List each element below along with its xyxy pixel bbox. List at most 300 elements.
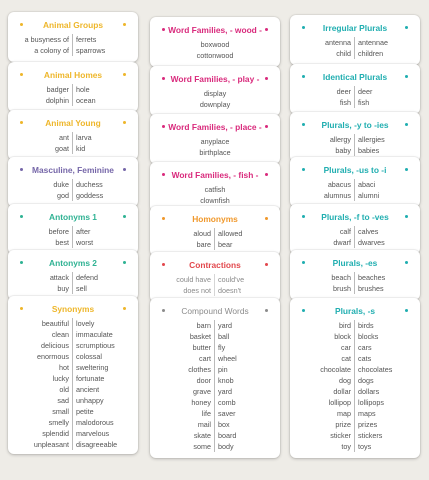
word-row: [150, 408, 280, 419]
word-left: skate: [150, 430, 215, 441]
word-left: could have: [150, 274, 215, 285]
card-animal-young: [8, 110, 138, 160]
word-row: [150, 430, 280, 441]
word-row: [290, 397, 420, 408]
word-left: car: [290, 342, 355, 353]
word-left: life: [150, 408, 215, 419]
word-row: [8, 384, 138, 395]
bullet-dot-icon: [123, 121, 126, 124]
word-row: [290, 441, 420, 452]
word-left: dolphin: [8, 95, 73, 106]
word-right: bear: [218, 240, 233, 249]
word: cottonwood: [196, 51, 234, 60]
card-title: [290, 112, 420, 132]
card-title-text: Word Families, - wood -: [168, 25, 262, 35]
bullet-dot-icon: [405, 123, 408, 126]
card-compound-words: [150, 298, 280, 458]
word-row: [8, 362, 138, 373]
word-row: [150, 239, 280, 250]
word-row: [290, 179, 420, 190]
word-left: unpleasant: [8, 439, 73, 450]
word-row: [150, 441, 280, 452]
card-word-list: [150, 37, 280, 61]
word-right: ancient: [76, 385, 100, 394]
bullet-dot-icon: [20, 73, 23, 76]
bullet-dot-icon: [123, 23, 126, 26]
bullet-dot-icon: [162, 28, 165, 31]
word-row: [290, 272, 420, 283]
card-title: [8, 250, 138, 270]
word-row: [8, 179, 138, 190]
word-row: [150, 375, 280, 386]
word-row: [150, 136, 280, 147]
word-right: yard: [218, 321, 232, 330]
word-left: splendid: [8, 428, 73, 439]
card-word-list: [8, 270, 138, 294]
word-right: lovely: [76, 319, 95, 328]
card-title-text: Plurals, -us to -i: [323, 165, 387, 175]
bullet-dot-icon: [265, 173, 268, 176]
word-right: sell: [76, 284, 87, 293]
word-left: brush: [290, 283, 355, 294]
word-right: babies: [358, 146, 380, 155]
card-identical-plurals: [290, 64, 420, 114]
word-left: abacus: [290, 179, 355, 190]
bullet-dot-icon: [20, 23, 23, 26]
word-left: mail: [150, 419, 215, 430]
card-title-text: Plurals, -f to -ves: [321, 212, 389, 222]
word-left: clean: [8, 329, 73, 340]
bullet-dot-icon: [302, 26, 305, 29]
card-word-list: [290, 132, 420, 156]
bullet-dot-icon: [123, 307, 126, 310]
word-row: [8, 237, 138, 248]
card-title: [150, 206, 280, 226]
word-right: allowed: [218, 229, 243, 238]
card-word-list: [8, 177, 138, 201]
word-row: [290, 48, 420, 59]
word-right: stickers: [358, 431, 383, 440]
bullet-dot-icon: [265, 263, 268, 266]
bullet-dot-icon: [265, 309, 268, 312]
bullet-dot-icon: [405, 168, 408, 171]
word-left: dollar: [290, 386, 355, 397]
word-right: wheel: [218, 354, 237, 363]
card-title: [290, 204, 420, 224]
card-word-list: [290, 224, 420, 248]
word-left: basket: [150, 331, 215, 342]
card-word-families-place: [150, 114, 280, 164]
word-right: cars: [358, 343, 372, 352]
bullet-dot-icon: [20, 261, 23, 264]
word-right: malodorous: [76, 418, 114, 427]
word-row: [150, 397, 280, 408]
word-left: antenna: [290, 37, 355, 48]
word-right: sparrows: [76, 46, 106, 55]
word-right: children: [358, 49, 384, 58]
bullet-dot-icon: [265, 125, 268, 128]
word-row: [150, 147, 280, 158]
word-right: sweltering: [76, 363, 109, 372]
bullet-dot-icon: [20, 215, 23, 218]
card-word-list: [8, 224, 138, 248]
word-right: prizes: [358, 420, 378, 429]
card-title-text: Homonyms: [192, 214, 238, 224]
word-right: chocolates: [358, 365, 393, 374]
card-word-list: [8, 130, 138, 154]
card-irregular-plurals: [290, 15, 420, 65]
card-title: [8, 62, 138, 82]
word-right: worst: [76, 238, 94, 247]
word-row: [290, 86, 420, 97]
card-title: [150, 162, 280, 182]
word-right: goddess: [76, 191, 104, 200]
word-left: honey: [150, 397, 215, 408]
word-left: best: [8, 237, 73, 248]
word-right: larva: [76, 133, 92, 142]
word-row: [8, 143, 138, 154]
word-row: [290, 364, 420, 375]
word-left: a busyness of: [8, 34, 73, 45]
word-right: allergies: [358, 135, 385, 144]
card-title-text: Plurals, -es: [332, 258, 378, 268]
word-left: dog: [290, 375, 355, 386]
card-word-families-play: [150, 66, 280, 116]
card-contractions: [150, 252, 280, 302]
card-title-text: Compound Words: [181, 306, 249, 316]
word-row: [150, 285, 280, 296]
bullet-dot-icon: [405, 309, 408, 312]
card-title-text: Animal Young: [45, 118, 101, 128]
word-row: [290, 342, 420, 353]
word-right: marvelous: [76, 429, 110, 438]
word-right: dogs: [358, 376, 374, 385]
word-row: [8, 406, 138, 417]
word-left: cart: [150, 353, 215, 364]
card-title: [150, 298, 280, 318]
word-row: [8, 95, 138, 106]
word: catfish: [204, 185, 226, 194]
word-left: does not: [150, 285, 215, 296]
card-title-text: Synonyms: [51, 304, 95, 314]
word-row: [290, 353, 420, 364]
card-title: [290, 250, 420, 270]
word-row: [290, 190, 420, 201]
card-plurals-es: [290, 250, 420, 300]
card-title: [290, 64, 420, 84]
word-left: block: [290, 331, 355, 342]
word-right: defend: [76, 273, 98, 282]
card-word-list: [150, 134, 280, 158]
card-title: [8, 296, 138, 316]
word-row: [8, 34, 138, 45]
word-left: sad: [8, 395, 73, 406]
word-left: cat: [290, 353, 355, 364]
card-word-list: [8, 316, 138, 450]
word-row: [8, 340, 138, 351]
word-left: goat: [8, 143, 73, 154]
word-right: yard: [218, 387, 232, 396]
word-row: [150, 364, 280, 375]
word: birthplace: [199, 148, 231, 157]
word-left: god: [8, 190, 73, 201]
word-row: [150, 39, 280, 50]
card-plurals-us-i: [290, 157, 420, 207]
word-row: [8, 395, 138, 406]
word-row: [8, 417, 138, 428]
card-title: [8, 12, 138, 32]
word-left: bird: [290, 320, 355, 331]
word-right: could've: [218, 275, 245, 284]
card-title: [150, 114, 280, 134]
word-left: old: [8, 384, 73, 395]
card-title: [150, 252, 280, 272]
word-right: toys: [358, 442, 372, 451]
card-masculine-feminine: [8, 157, 138, 207]
word-left: some: [150, 441, 215, 452]
word-right: box: [218, 420, 230, 429]
card-word-list: [150, 318, 280, 452]
word-right: blocks: [358, 332, 379, 341]
word-row: [290, 145, 420, 156]
word-row: [150, 88, 280, 99]
card-word-list: [150, 86, 280, 110]
card-word-list: [8, 82, 138, 106]
word-left: deer: [290, 86, 355, 97]
card-word-list: [290, 84, 420, 108]
bullet-dot-icon: [302, 309, 305, 312]
word-left: enormous: [8, 351, 73, 362]
card-title-text: Identical Plurals: [322, 72, 388, 82]
word-left: door: [150, 375, 215, 386]
word-row: [290, 386, 420, 397]
card-title: [290, 157, 420, 177]
word-right: fly: [218, 343, 226, 352]
word-left: aloud: [150, 228, 215, 239]
word-left: grave: [150, 386, 215, 397]
card-word-families-fish: [150, 162, 280, 212]
bullet-dot-icon: [20, 121, 23, 124]
word-row: [290, 237, 420, 248]
bullet-dot-icon: [123, 215, 126, 218]
word-row: [150, 342, 280, 353]
card-word-list: [290, 318, 420, 452]
word-row: [150, 274, 280, 285]
word-right: after: [76, 227, 91, 236]
word-row: [8, 351, 138, 362]
bullet-dot-icon: [162, 263, 165, 266]
word-right: scrumptious: [76, 341, 115, 350]
word-row: [8, 439, 138, 450]
word-right: hole: [76, 85, 90, 94]
card-word-list: [290, 270, 420, 294]
word-right: knob: [218, 376, 234, 385]
word-left: bare: [150, 239, 215, 250]
card-title: [290, 298, 420, 318]
word-right: saver: [218, 409, 236, 418]
word: display: [203, 89, 227, 98]
word-left: barn: [150, 320, 215, 331]
word-row: [290, 37, 420, 48]
card-word-list: [150, 272, 280, 296]
card-synonyms: [8, 296, 138, 454]
word-right: colossal: [76, 352, 102, 361]
bullet-dot-icon: [265, 77, 268, 80]
card-title-text: Animal Groups: [42, 20, 104, 30]
word-left: child: [290, 48, 355, 59]
word-left: delicious: [8, 340, 73, 351]
word-row: [290, 430, 420, 441]
card-title: [290, 15, 420, 35]
word-left: a colony of: [8, 45, 73, 56]
word-left: small: [8, 406, 73, 417]
word-row: [8, 45, 138, 56]
card-plurals-y-ies: [290, 112, 420, 162]
card-title-text: Plurals, -y to -ies: [321, 120, 389, 130]
bullet-dot-icon: [123, 73, 126, 76]
word-right: body: [218, 442, 234, 451]
bullet-dot-icon: [20, 168, 23, 171]
card-animal-groups: [8, 12, 138, 62]
card-title-text: Antonyms 1: [49, 212, 97, 222]
word-left: lollipop: [290, 397, 355, 408]
bullet-dot-icon: [302, 168, 305, 171]
word-row: [8, 84, 138, 95]
card-word-families-wood: [150, 17, 280, 67]
word-left: before: [8, 226, 73, 237]
word-row: [290, 320, 420, 331]
word-left: map: [290, 408, 355, 419]
card-word-list: [150, 226, 280, 250]
word-right: immaculate: [76, 330, 113, 339]
word-left: hot: [8, 362, 73, 373]
bullet-dot-icon: [405, 215, 408, 218]
card-word-list: [8, 32, 138, 56]
word-right: doesn't: [218, 286, 241, 295]
word-row: [150, 99, 280, 110]
word: downplay: [199, 100, 231, 109]
bullet-dot-icon: [162, 125, 165, 128]
bullet-dot-icon: [302, 215, 305, 218]
word-right: petite: [76, 407, 94, 416]
word-left: badger: [8, 84, 73, 95]
word-right: board: [218, 431, 237, 440]
word-right: cats: [358, 354, 372, 363]
word-row: [290, 331, 420, 342]
word-right: birds: [358, 321, 374, 330]
word-row: [8, 283, 138, 294]
bullet-dot-icon: [302, 75, 305, 78]
card-title-text: Contractions: [189, 260, 241, 270]
word: boxwood: [200, 40, 230, 49]
word: clownfish: [200, 196, 230, 205]
bullet-dot-icon: [123, 168, 126, 171]
word-row: [150, 195, 280, 206]
word-right: calves: [358, 227, 379, 236]
word-right: dollars: [358, 387, 380, 396]
word-right: antennae: [358, 38, 388, 47]
word-right: disagreeable: [76, 440, 118, 449]
card-title: [8, 157, 138, 177]
word-right: dwarves: [358, 238, 385, 247]
card-title: [8, 204, 138, 224]
word-left: clothes: [150, 364, 215, 375]
word-row: [290, 97, 420, 108]
card-word-list: [290, 35, 420, 59]
bullet-dot-icon: [405, 75, 408, 78]
word-row: [150, 419, 280, 430]
word-left: beach: [290, 272, 355, 283]
bullet-dot-icon: [162, 217, 165, 220]
word-left: duke: [8, 179, 73, 190]
card-antonyms-2: [8, 250, 138, 300]
word-left: beautiful: [8, 318, 73, 329]
word-row: [8, 428, 138, 439]
card-plurals-f-ves: [290, 204, 420, 254]
word-row: [8, 190, 138, 201]
word-left: smelly: [8, 417, 73, 428]
word-row: [8, 329, 138, 340]
bullet-dot-icon: [302, 261, 305, 264]
word-row: [150, 184, 280, 195]
card-title-text: Masculine, Feminine: [32, 165, 114, 175]
card-plurals-s: [290, 298, 420, 458]
bullet-dot-icon: [405, 26, 408, 29]
card-antonyms-1: [8, 204, 138, 254]
word-right: kid: [76, 144, 86, 153]
word-left: butter: [150, 342, 215, 353]
word-row: [8, 373, 138, 384]
word-left: sticker: [290, 430, 355, 441]
word-row: [150, 228, 280, 239]
word-left: prize: [290, 419, 355, 430]
word-row: [290, 134, 420, 145]
word-row: [290, 408, 420, 419]
word-right: lollipops: [358, 398, 384, 407]
word-row: [290, 419, 420, 430]
bullet-dot-icon: [405, 261, 408, 264]
card-title: [150, 17, 280, 37]
card-title: [8, 110, 138, 130]
word-row: [8, 226, 138, 237]
word-left: attack: [8, 272, 73, 283]
word-left: chocolate: [290, 364, 355, 375]
word-right: abaci: [358, 180, 376, 189]
bullet-dot-icon: [265, 217, 268, 220]
word-left: lucky: [8, 373, 73, 384]
bullet-dot-icon: [162, 173, 165, 176]
word-right: unhappy: [76, 396, 104, 405]
word-row: [150, 353, 280, 364]
card-title-text: Animal Homes: [43, 70, 103, 80]
word-row: [150, 50, 280, 61]
word-row: [290, 226, 420, 237]
word-left: ant: [8, 132, 73, 143]
word-right: ferrets: [76, 35, 97, 44]
card-title-text: Word Families, - place -: [168, 122, 262, 132]
card-title-text: Plurals, -s: [334, 306, 376, 316]
word-row: [8, 132, 138, 143]
word-right: comb: [218, 398, 236, 407]
word-left: baby: [290, 145, 355, 156]
word-right: pin: [218, 365, 228, 374]
bullet-dot-icon: [162, 309, 165, 312]
bullet-dot-icon: [162, 77, 165, 80]
card-word-list: [290, 177, 420, 201]
word-left: alumnus: [290, 190, 355, 201]
word-left: toy: [290, 441, 355, 452]
word-left: fish: [290, 97, 355, 108]
